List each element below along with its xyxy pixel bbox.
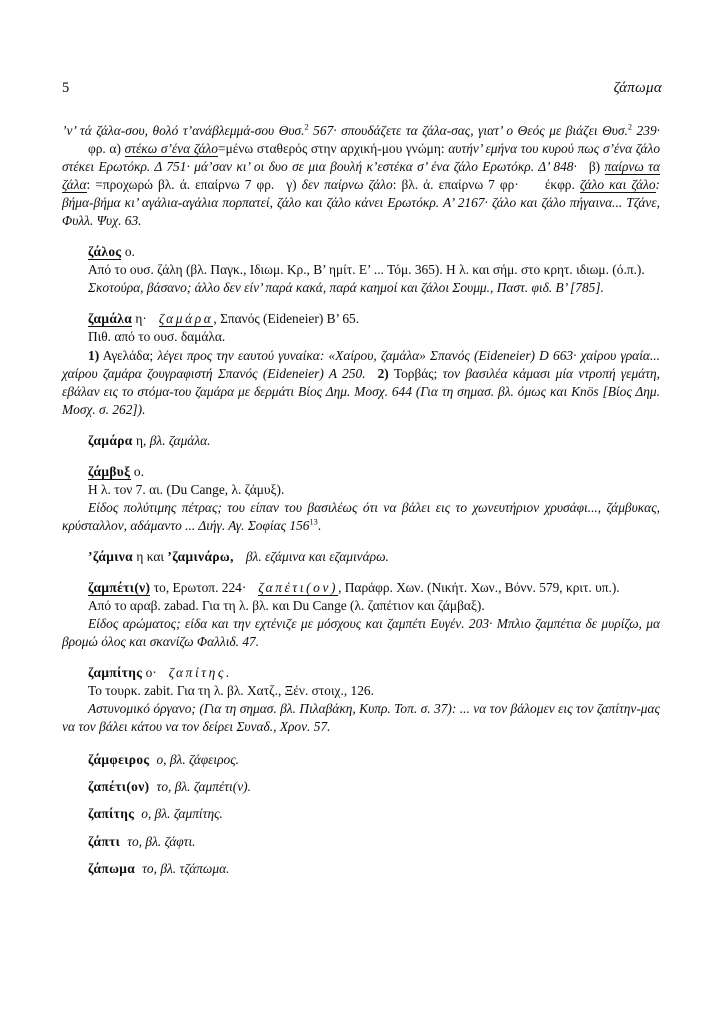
short-entry (62, 751, 660, 769)
sense-gloss: Αγελάδα; (102, 347, 154, 363)
entry-headword-line (62, 778, 660, 796)
short-entry (62, 805, 660, 823)
sense-number: 1) (88, 347, 100, 363)
entry-headword: ζαμπίτης (88, 665, 143, 681)
page-number: 5 (62, 80, 70, 96)
entry-headword: ζάμφειρος (88, 752, 150, 768)
entry-headword: ζάμβυξ (88, 463, 131, 479)
entry-headword: ζάλος (88, 244, 122, 260)
cont-line1-sup: 2 (304, 122, 309, 132)
entry-headword-line (62, 432, 660, 450)
entry-crossref: ο, βλ. ζαμπίτης. (141, 806, 223, 822)
entry-crossref: ο, βλ. ζάφειρος. (156, 752, 240, 768)
entry-headword-line (62, 243, 660, 261)
entry-headword-line (62, 463, 660, 481)
entry-etymology: Από το ουσ. ζάλη (βλ. Παγκ., Ιδιωμ. Κρ., Β’ ημίτ. Ε’ ... Τόμ. 365). Η λ. και σήμ. στο κρητ. ιδιωμ. (ό.π.). (88, 262, 645, 278)
entry-citation-text: Είδος πολύτιμης πέτρας; του είπαν του βασιλέως ότι να βάλει εις το χωνευτήριον χρυσάφι..., ζάμβυκας, κρύσταλλον, αδάμαντο ... Διήγ. Αγ. Σοφίας 156 (62, 499, 660, 533)
entry-gender: ο. (124, 244, 135, 260)
ekfrasi-label: έκφρ. (544, 177, 575, 193)
sense-citation: λέγει προς την εαυτού γυναίκα: «Χαίρου, ζαμάλα» Σπανός (Eideneier) D 663· χαίρου γραία... χαίρου ζαμάρα ζουγραφιστή Σπανός (Eideneier) Α 250. (62, 347, 660, 381)
phrase-c-gloss: : βλ. ά. επαίρνω 7 φρ· (392, 177, 519, 193)
cont-line1: ’ν’ τά ζάλα-σου, θολό τ’ανάβλεμμά-σου Θυσ. (62, 123, 305, 138)
entry-headword: ζάπωμα (88, 860, 136, 876)
short-entry (62, 833, 660, 851)
citation-tail: . (317, 517, 322, 533)
entry-citation (62, 279, 660, 297)
dictionary-entry (62, 243, 660, 297)
entry-gender: η, (136, 432, 147, 448)
entry-citation (62, 615, 660, 651)
dictionary-entry (62, 310, 660, 418)
entry-gender: το, Ερωτοπ. 224· (153, 579, 247, 595)
entry-variant: ζαπέτι(ον) (258, 579, 339, 595)
phrase-a: στέκω σ’ένα ζάλο (124, 141, 219, 157)
cont-line2-sup: 2 (627, 122, 633, 132)
phrase-c: δεν παίρνω ζάλο (301, 177, 393, 193)
dictionary-entry (62, 463, 660, 535)
continued-entry (62, 122, 660, 230)
entry-headword: ζαπέτι(ον) (88, 779, 150, 795)
entry-source: , Παράφρ. Χων. (Νικήτ. Χων., Βόνν. 579, κριτ. υπ.). (338, 579, 620, 595)
dictionary-entry (62, 548, 660, 566)
entry-gender: η· (135, 311, 147, 327)
entry-headword: ζαμπέτι(ν) (88, 579, 151, 595)
entry-crossref: βλ. εζάμινα και εζαμινάρω. (245, 548, 389, 564)
entry-headword: ζαμάλα (88, 311, 133, 327)
short-entry (62, 860, 660, 878)
entry-headword: ζαμάρα (88, 432, 133, 448)
entry-gender: η και (136, 548, 164, 564)
entry-source: , Σπανός (Eideneier) Β’ 65. (213, 311, 360, 327)
entry-etymology: Το τουρκ. zabit. Για τη λ. βλ. Χατζ., Ξέν. στοιχ., 126. (88, 683, 374, 699)
entry-crossref: το, βλ. ζάφτι. (127, 833, 196, 849)
phrase-label-b: β) (588, 159, 601, 175)
running-head (62, 80, 662, 100)
entry-citation-text: Είδος αρώματος; είδα και την εχτένιζε με μόσχους και ζαμπέτι Ευγέν. 203· Μπλιο ζαμπέτια δε μυρίζω, μα βρομώ όλος και σκανίζω Φαλλιδ. 47. (62, 616, 660, 650)
entry-headword-line (62, 751, 660, 769)
phrase-b: παίρνω τα ζάλα (62, 159, 660, 193)
cont-line1b: 567· σπουδάζετε τα ζάλα-σας, γιατ’ ο Θεός με βιάζει Θυσ. (308, 123, 628, 138)
entry-crossref: το, βλ. ζαμπέτι(ν). (156, 779, 251, 795)
ekfrasi-phrase: ζάλο και ζάλο (579, 177, 656, 193)
entry-citation (62, 700, 660, 736)
phrase-b-gloss: : =προχωρώ βλ. ά. επαίρνω 7 φρ. (86, 177, 275, 193)
entry-etymology: Η λ. τον 7. αι. (Du Cange, λ. ζάμυξ). (88, 481, 285, 497)
entry-etymology: Πιθ. από το ουσ. δαμάλα. (88, 329, 226, 345)
entry-variant: ζαπίτης. (168, 665, 232, 681)
dictionary-entry (62, 432, 660, 450)
entry-headword-alt: ’ζαμινάρω, (167, 548, 234, 564)
entry-headword-line (62, 664, 660, 682)
entry-senses (62, 347, 660, 419)
entry-headword-line (62, 548, 660, 566)
entry-headword: ζάπτι (88, 833, 121, 849)
phrase-label-a: φρ. α) (88, 141, 121, 157)
entry-etymology: Από το αραβ. zabad. Για τη λ. βλ. και Du Cange (λ. ζαπέτιον και ζάμβαξ). (88, 598, 485, 614)
entry-variant: ζαμάρα (158, 311, 214, 327)
entry-headword: ’ζάμινα (88, 548, 134, 564)
entry-citation (62, 499, 660, 535)
ekfrasi-citation: : βήμα-βήμα κι’ αγάλια-αγάλια πορπατεί, ζάλο και ζάλο κάνει Ερωτόκρ. Α’ 2167· ζάλο και ζάλο πήγαινα... Τζάνε, Φυλλ. Ψυχ. 63. (62, 177, 660, 229)
entry-citation-text: Αστυνομικό όργανο; (Για τη σημασ. βλ. Πιλαβάκη, Κυπρ. Τοπ. σ. 37): ... να τον βάλομεν εις τον ζαπίτην-μας να τον βάλει κάτου να τον δείρει Συναδ., Χρον. 57. (62, 701, 660, 735)
sense-citation: τον βασιλέα κάμασι μία ντροπή γεμάτη, εβάλαν εις το στόμα-του ζαμάρα με δερμάτι Βίος Δημ. Μοσχ. 644 (Για τη σημασ. βλ. όμως και Knös [Βίος Δημ. Μοσχ. σ. 262]). (62, 365, 660, 417)
entry-gender: ο. (133, 463, 144, 479)
citation-superscript: 13 (309, 517, 318, 527)
sense-gloss: Τορβάς; (393, 365, 438, 381)
continued-entry-text: ’ν’ τά ζάλα-σου, θολό τ’ανάβλεμμά-σου Θυσ.$^2$ 567· σπουδάζετε τα ζάλα-σας, γιατ’ ο Θεός με βιάζει Θυσ.$^2$ 239·φρ. α) στέκω σ’ένα ζάλο=μένω σταθερός στην αρχική-μου γνώμη: αυτήν’ εμήνα του κυρού πως σ’ένα ζάλο στέκει Ερωτόκρ. Δ 751· μά’σαν κι’ οι δυο σε μια βουλή κ’εστέκα σ’ ένα ζάλο Ερωτόκρ. Δ’ 848· β) παίρνω τα ζάλα: =προχωρώ βλ. ά. επαίρνω 7 φρ. γ) δεν παίρνω ζάλο: βλ. ά. επαίρνω 7 φρ· έκφρ. ζάλο και ζάλο: βήμα-βήμα κι’ αγάλια-αγάλια πορπατεί, ζάλο και ζάλο κάνει Ερωτόκρ. Α’ 2167· ζάλο και ζάλο πήγαινα... Τζάνε, Φυλλ. Ψυχ. 63. (62, 122, 661, 229)
entry-crossref: το, βλ. τζάπωμα. (142, 860, 230, 876)
entry-crossref: βλ. ζαμάλα. (149, 432, 211, 448)
phrase-a-gloss: =μένω σταθερός στην αρχική-μου γνώμη (218, 141, 441, 157)
sense-number: 2) (377, 365, 389, 381)
entry-headword: ζαπίτης (88, 806, 135, 822)
entry-headword-line (62, 805, 660, 823)
phrase-label-c: γ) (286, 177, 297, 193)
short-entry (62, 778, 660, 796)
dictionary-entry (62, 579, 660, 651)
running-head-word: ζάπωμα (613, 80, 662, 96)
entry-headword-line (62, 310, 660, 328)
entry-headword-line (62, 860, 660, 878)
phrase-a-citation: αυτήν’ εμήνα του κυρού πως σ’ένα ζάλο στέκει Ερωτόκρ. Δ 751· μά’σαν κι’ οι δυο σε μια βουλή κ’εστέκα σ’ ένα ζάλο Ερωτόκρ. Δ’ 848· (62, 141, 661, 175)
entry-headword-line (62, 579, 660, 597)
entry-citation-text: Σκοτούρα, βάσανο; άλλο δεν είν’ παρά κακά, παρά καημοί και ζάλοι Σουμμ., Παστ. φιδ. Β’ [785]. (88, 280, 604, 296)
cont-line2b: 239· (632, 123, 660, 138)
entry-headword-line (62, 833, 660, 851)
text-column (62, 122, 660, 878)
entry-gender: ο· (145, 665, 157, 681)
dictionary-entry (62, 664, 660, 736)
